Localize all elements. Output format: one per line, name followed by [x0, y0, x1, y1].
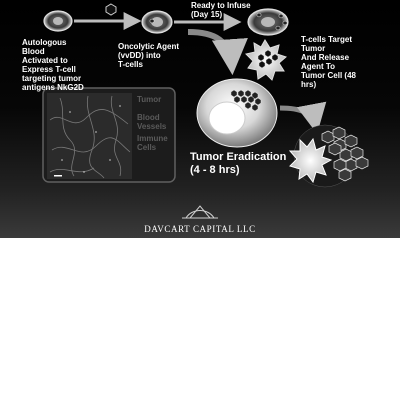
legend-tumor: Tumor — [137, 95, 162, 104]
step-target-label: T-cells Target Tumor And Release Agent To Tumor Cell (48 hrs) — [301, 35, 356, 89]
infected-tcell-icon — [142, 11, 172, 33]
step-infuse-label: Ready to Infuse (Day 15) — [191, 1, 251, 19]
brand-name: DAVCART CAPITAL LLC — [144, 224, 256, 234]
eradication-label: Tumor Eradication (4 - 8 hrs) — [190, 151, 287, 176]
armed-tcell-icon — [197, 79, 277, 147]
arrow-icon — [188, 32, 232, 68]
target-tumor-icon — [246, 40, 286, 80]
legend-immune: Immune Cells — [137, 134, 168, 152]
legend-vessels: Blood Vessels — [137, 113, 167, 131]
activated-tcell-icon — [44, 11, 72, 31]
step-oncolytic-label: Oncolytic Agent (vvDD) into T-cells — [118, 42, 180, 69]
eradicated-tumor-icon — [290, 125, 368, 187]
step-activation-label: Autologous Blood Activated to Express T-cell targeting tumor antigens NkG2D — [22, 38, 84, 92]
virus-icon — [106, 4, 116, 15]
logo-icon — [182, 206, 218, 218]
arrow-icon — [280, 108, 316, 128]
ready-tcell-icon — [248, 9, 288, 35]
